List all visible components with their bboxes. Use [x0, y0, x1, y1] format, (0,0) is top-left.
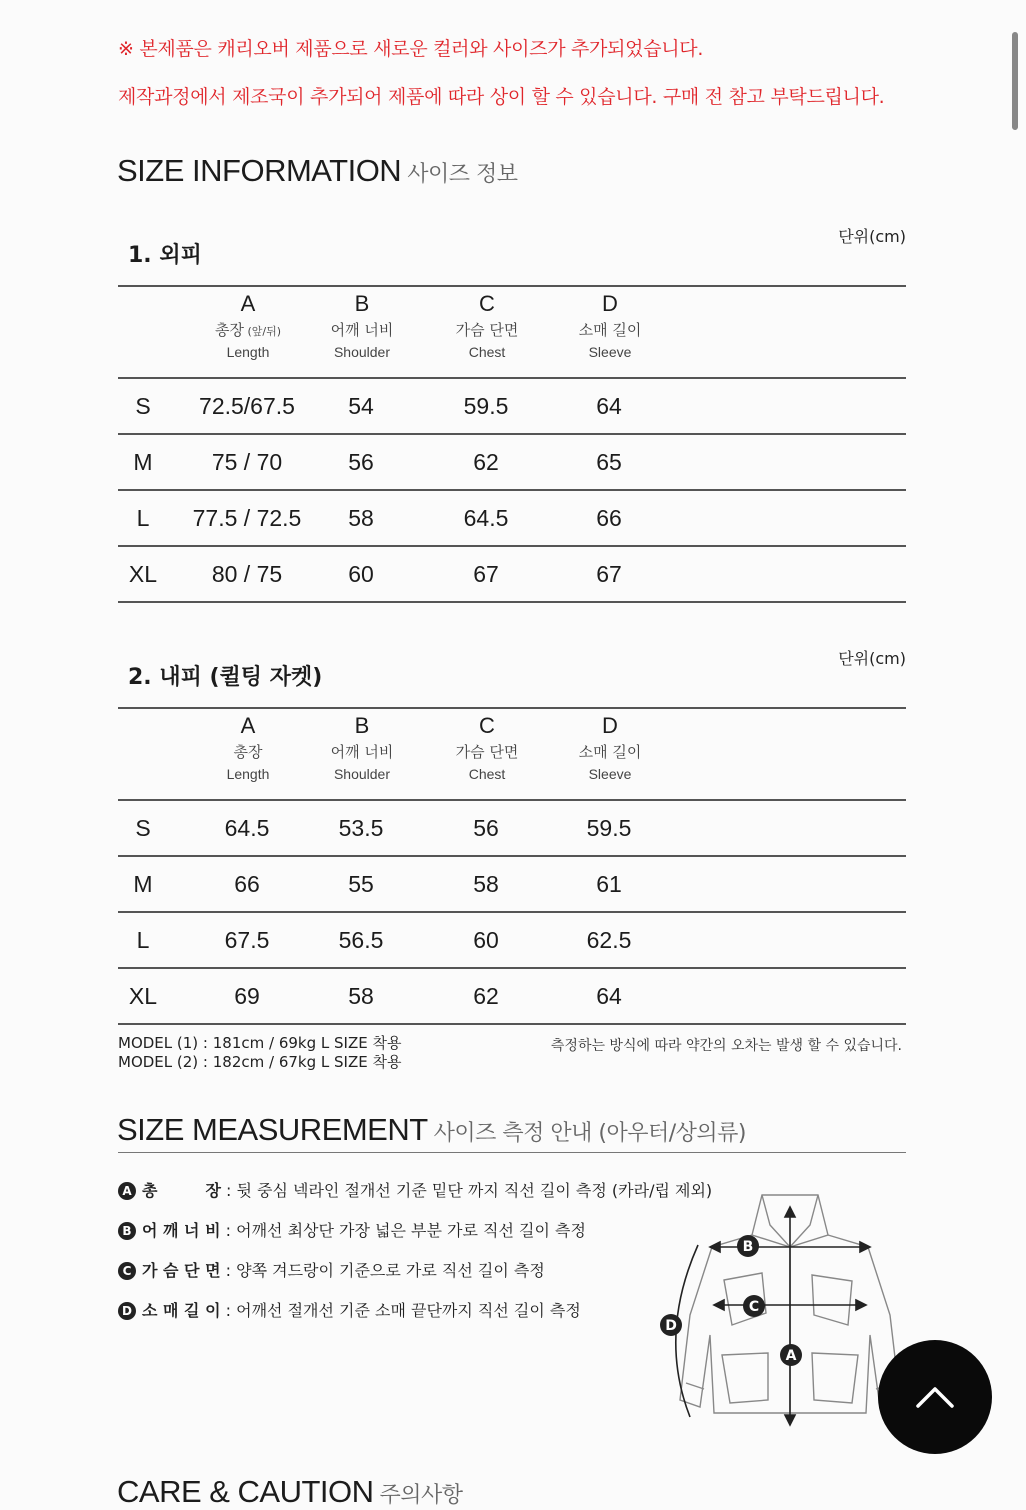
- size-value: 58: [348, 505, 374, 531]
- header-english: Chest: [468, 766, 506, 782]
- header-korean: [550, 319, 670, 340]
- header-letter: D: [602, 291, 618, 316]
- table-row-rule: [118, 1023, 906, 1025]
- header-korean: [427, 319, 547, 340]
- table-header-rule: [118, 799, 906, 801]
- size-value: 67: [473, 561, 499, 587]
- header-korean-label: 가슴 단면: [455, 743, 519, 761]
- table-header-col: [188, 291, 308, 360]
- measurement-badge: C: [118, 1262, 136, 1280]
- measurement-badge: B: [118, 1222, 136, 1240]
- size-measurement-title: [117, 1112, 746, 1148]
- size-value: 66: [234, 871, 260, 897]
- size-label: L: [136, 927, 150, 953]
- size-value: 77.5 / 72.5: [192, 505, 302, 531]
- header-korean: [427, 741, 547, 762]
- size-value: 67.5: [224, 927, 270, 953]
- table-row-rule: [118, 911, 906, 913]
- size-label: L: [136, 505, 150, 531]
- table-header-col: [302, 713, 422, 782]
- unit-label-1: 단위(cm): [838, 227, 906, 246]
- model-line-1: MODEL (1) : 181cm / 69kg L SIZE 착용: [118, 1034, 402, 1052]
- size-information-subtitle: 사이즈 정보: [407, 162, 518, 187]
- table-top-rule: [118, 707, 906, 709]
- header-korean-label: 가슴 단면: [455, 321, 519, 339]
- table-header-col: [188, 713, 308, 782]
- table-top-rule: [118, 285, 906, 287]
- scroll-to-top-button[interactable]: [878, 1340, 992, 1454]
- header-letter: B: [354, 291, 370, 316]
- table-row-rule: [118, 601, 906, 603]
- size-value: 62: [473, 983, 499, 1009]
- table1-title: 1. 외피: [128, 243, 202, 268]
- size-value: 53.5: [338, 815, 384, 841]
- header-korean-label: 총장: [233, 743, 263, 761]
- model-line-2: MODEL (2) : 182cm / 67kg L SIZE 착용: [118, 1053, 402, 1071]
- size-value: 61: [596, 871, 622, 897]
- measurement-item: [118, 1258, 545, 1281]
- size-information-title: [117, 153, 517, 189]
- size-value: 64: [596, 983, 622, 1009]
- table2-title: 2. 내피 (퀼팅 자켓): [128, 665, 323, 690]
- measurement-label: 가 슴 단 면: [142, 1261, 221, 1280]
- size-value: 64.5: [224, 815, 270, 841]
- header-english: Sleeve: [588, 344, 632, 360]
- size-value: 58: [473, 871, 499, 897]
- table-row-rule: [118, 433, 906, 435]
- notice-line-2: 제작과정에서 제조국이 추가되어 제품에 따라 상이 할 수 있습니다. 구매 전 참고 부탁드립니다.: [118, 86, 885, 108]
- size-value: 65: [596, 449, 622, 475]
- size-value: 56.5: [338, 927, 384, 953]
- size-value: 69: [234, 983, 260, 1009]
- header-korean-label: 어깨 너비: [330, 743, 394, 761]
- header-english: Length: [226, 766, 270, 782]
- measurement-desc: : 양쪽 겨드랑이 기준으로 가로 직선 길이 측정: [220, 1261, 545, 1280]
- care-caution-subtitle: 주의사항: [379, 1483, 463, 1508]
- header-english: Chest: [468, 344, 506, 360]
- size-value: 60: [348, 561, 374, 587]
- size-value: 64.5: [463, 505, 509, 531]
- table-header-col: [550, 713, 670, 782]
- header-english: Shoulder: [333, 766, 391, 782]
- diagram-label-d: D: [665, 1318, 677, 1334]
- table-row-rule: [118, 855, 906, 857]
- table-row-rule: [118, 545, 906, 547]
- size-value: 75 / 70: [211, 449, 283, 475]
- header-korean: [550, 741, 670, 762]
- measurement-note: 측정하는 방식에 따라 약간의 오차는 발생 할 수 있습니다.: [550, 1038, 902, 1054]
- header-korean-label: 소매 길이: [578, 743, 642, 761]
- measurement-desc: : 어깨선 절개선 기준 소매 끝단까지 직선 길이 측정: [220, 1301, 581, 1320]
- size-value: 80 / 75: [211, 561, 283, 587]
- size-value: 58: [348, 983, 374, 1009]
- table-row-rule: [118, 967, 906, 969]
- size-measurement-heading: SIZE MEASUREMENT: [117, 1112, 428, 1147]
- size-value: 56: [348, 449, 374, 475]
- unit-label-2: 단위(cm): [838, 649, 906, 668]
- size-label: M: [133, 449, 153, 475]
- measurement-item: [118, 1298, 581, 1321]
- table-header-col: [427, 713, 547, 782]
- size-label: S: [135, 393, 151, 419]
- table-header-col: [302, 291, 422, 360]
- diagram-label-a: A: [785, 1348, 797, 1364]
- size-value: 62: [473, 449, 499, 475]
- size-label: XL: [128, 561, 158, 587]
- size-value: 54: [348, 393, 374, 419]
- care-caution-title: [117, 1474, 463, 1510]
- size-value: 59.5: [463, 393, 509, 419]
- chevron-up-icon: [878, 1340, 992, 1454]
- size-label: S: [135, 815, 151, 841]
- size-value: 55: [348, 871, 374, 897]
- size-information-heading: SIZE INFORMATION: [117, 153, 402, 188]
- measurement-badge: D: [118, 1302, 136, 1320]
- header-korean: [302, 741, 422, 762]
- measurement-badge: A: [118, 1182, 136, 1200]
- header-korean-note: (앞/뒤): [243, 325, 282, 338]
- table-header-col: [550, 291, 670, 360]
- table-row-rule: [118, 489, 906, 491]
- header-english: Length: [226, 344, 270, 360]
- scrollbar[interactable]: [1012, 32, 1018, 130]
- size-measurement-subtitle: 사이즈 측정 안내 (아우터/상의류): [433, 1121, 746, 1146]
- header-korean-label: 어깨 너비: [330, 321, 394, 339]
- size-value: 67: [596, 561, 622, 587]
- size-label: XL: [128, 983, 158, 1009]
- measurement-label: 소 매 길 이: [142, 1301, 221, 1320]
- size-value: 60: [473, 927, 499, 953]
- measurement-item: [118, 1178, 712, 1201]
- header-letter: A: [240, 291, 256, 316]
- table-header-rule: [118, 377, 906, 379]
- measurement-label: 총 장: [142, 1181, 221, 1200]
- divider: [118, 1152, 906, 1153]
- header-korean: [188, 741, 308, 762]
- measurement-item: [118, 1218, 586, 1241]
- size-value: 56: [473, 815, 499, 841]
- header-letter: D: [602, 713, 618, 738]
- diagram-label-b: B: [742, 1239, 754, 1255]
- table-header-col: [427, 291, 547, 360]
- size-value: 72.5/67.5: [199, 393, 295, 419]
- diagram-label-c: C: [748, 1299, 760, 1315]
- size-value: 59.5: [586, 815, 632, 841]
- header-korean-label: 소매 길이: [578, 321, 642, 339]
- care-caution-heading: CARE & CAUTION: [117, 1474, 374, 1509]
- header-letter: C: [479, 291, 495, 316]
- size-value: 62.5: [586, 927, 632, 953]
- header-korean-label: 총장: [214, 321, 244, 339]
- notice-line-1: ※ 본제품은 캐리오버 제품으로 새로운 컬러와 사이즈가 추가되었습니다.: [118, 38, 704, 60]
- header-letter: B: [354, 713, 370, 738]
- header-english: Sleeve: [588, 766, 632, 782]
- measurement-desc: : 어깨선 최상단 가장 넓은 부분 가로 직선 길이 측정: [220, 1221, 586, 1240]
- header-korean: [302, 319, 422, 340]
- size-value: 64: [596, 393, 622, 419]
- size-value: 66: [596, 505, 622, 531]
- header-korean: [188, 319, 308, 340]
- measurement-label: 어 깨 너 비: [142, 1221, 221, 1240]
- measurement-desc: : 뒷 중심 넥라인 절개선 기준 밑단 까지 직선 길이 측정 (카라/립 제외): [220, 1181, 713, 1200]
- header-letter: C: [479, 713, 495, 738]
- header-letter: A: [240, 713, 256, 738]
- header-english: Shoulder: [333, 344, 391, 360]
- model-info: [118, 1034, 401, 1072]
- size-label: M: [133, 871, 153, 897]
